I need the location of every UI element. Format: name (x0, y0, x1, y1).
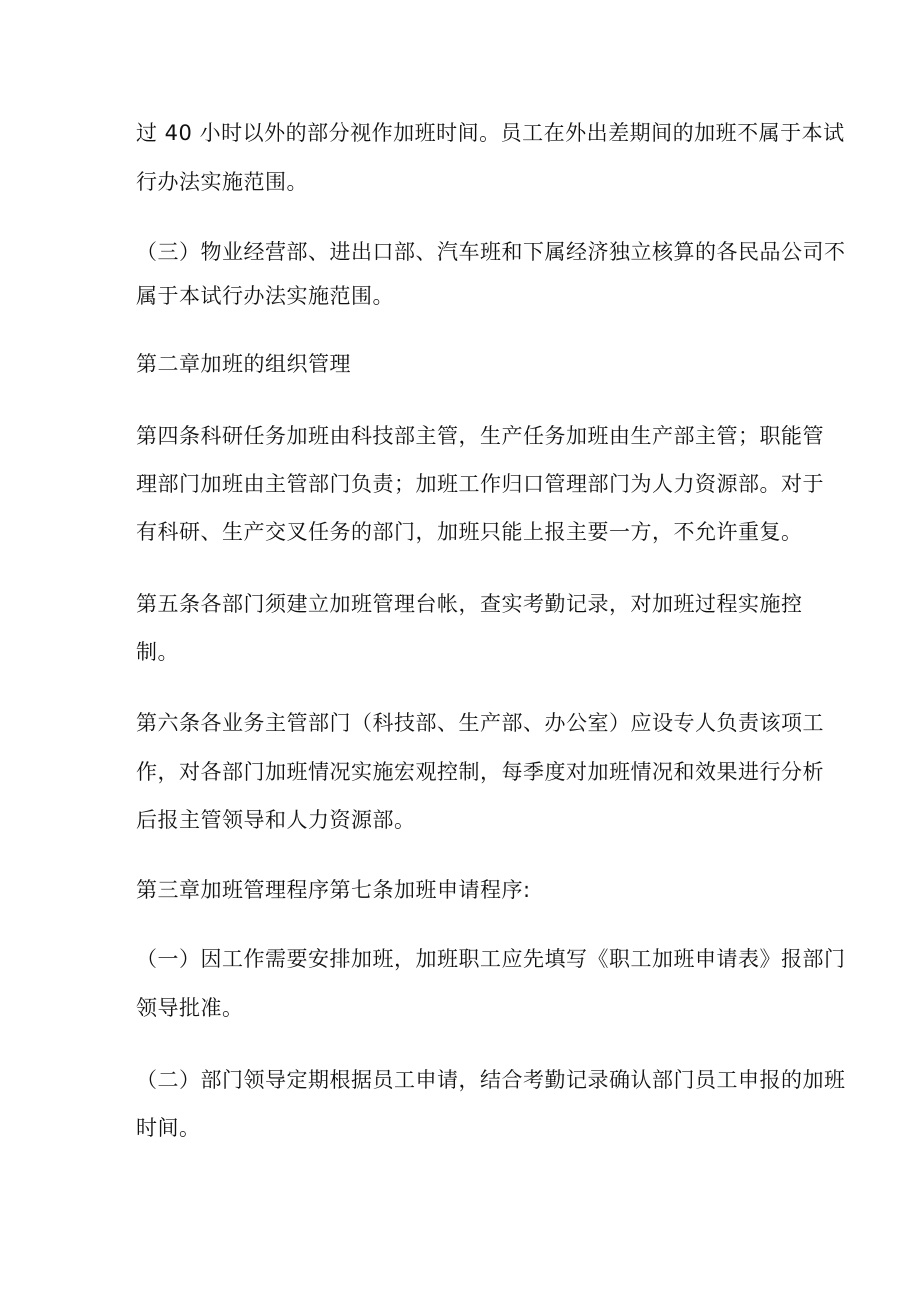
text-line: （二）部门领导定期根据员工申请，结合考勤记录确认部门员工申报的加班 (136, 1068, 846, 1092)
text-line: 行办法实施范围。 (136, 170, 308, 194)
text-line: 时间。 (136, 1116, 201, 1140)
text-line: （三）物业经营部、进出口部、汽车班和下属经济独立核算的各民品公司不 (136, 240, 846, 264)
text-line: （一）因工作需要安排加班，加班职工应先填写《职工加班申请表》报部门 (136, 947, 846, 971)
chapter-heading: 第二章加班的组织管理 (136, 352, 351, 376)
text-line: 属于本试行办法实施范围。 (136, 284, 394, 308)
text-line: 过 40 小时以外的部分视作加班时间。员工在外出差期间的加班不属于本试 (136, 121, 845, 145)
text-line: 理部门加班由主管部门负责；加班工作归口管理部门为人力资源部。对于 (136, 472, 824, 496)
text-line: 领导批准。 (136, 996, 244, 1020)
text-line: 第五条各部门须建立加班管理台帐，查实考勤记录，对加班过程实施控 (136, 592, 803, 616)
text-line: 第六条各业务主管部门（科技部、生产部、办公室）应设专人负责该项工 (136, 711, 824, 735)
text-line: 第四条科研任务加班由科技部主管，生产任务加班由生产部主管；职能管 (136, 424, 824, 448)
text-line: 后报主管领导和人力资源部。 (136, 808, 416, 832)
text-line: 作，对各部门加班情况实施宏观控制，每季度对加班情况和效果进行分析 (136, 760, 824, 784)
text-line: 制。 (136, 640, 179, 664)
text-line: 有科研、生产交叉任务的部门，加班只能上报主要一方，不允许重复。 (136, 520, 803, 544)
chapter-heading: 第三章加班管理程序第七条加班申请程序: (136, 878, 531, 902)
